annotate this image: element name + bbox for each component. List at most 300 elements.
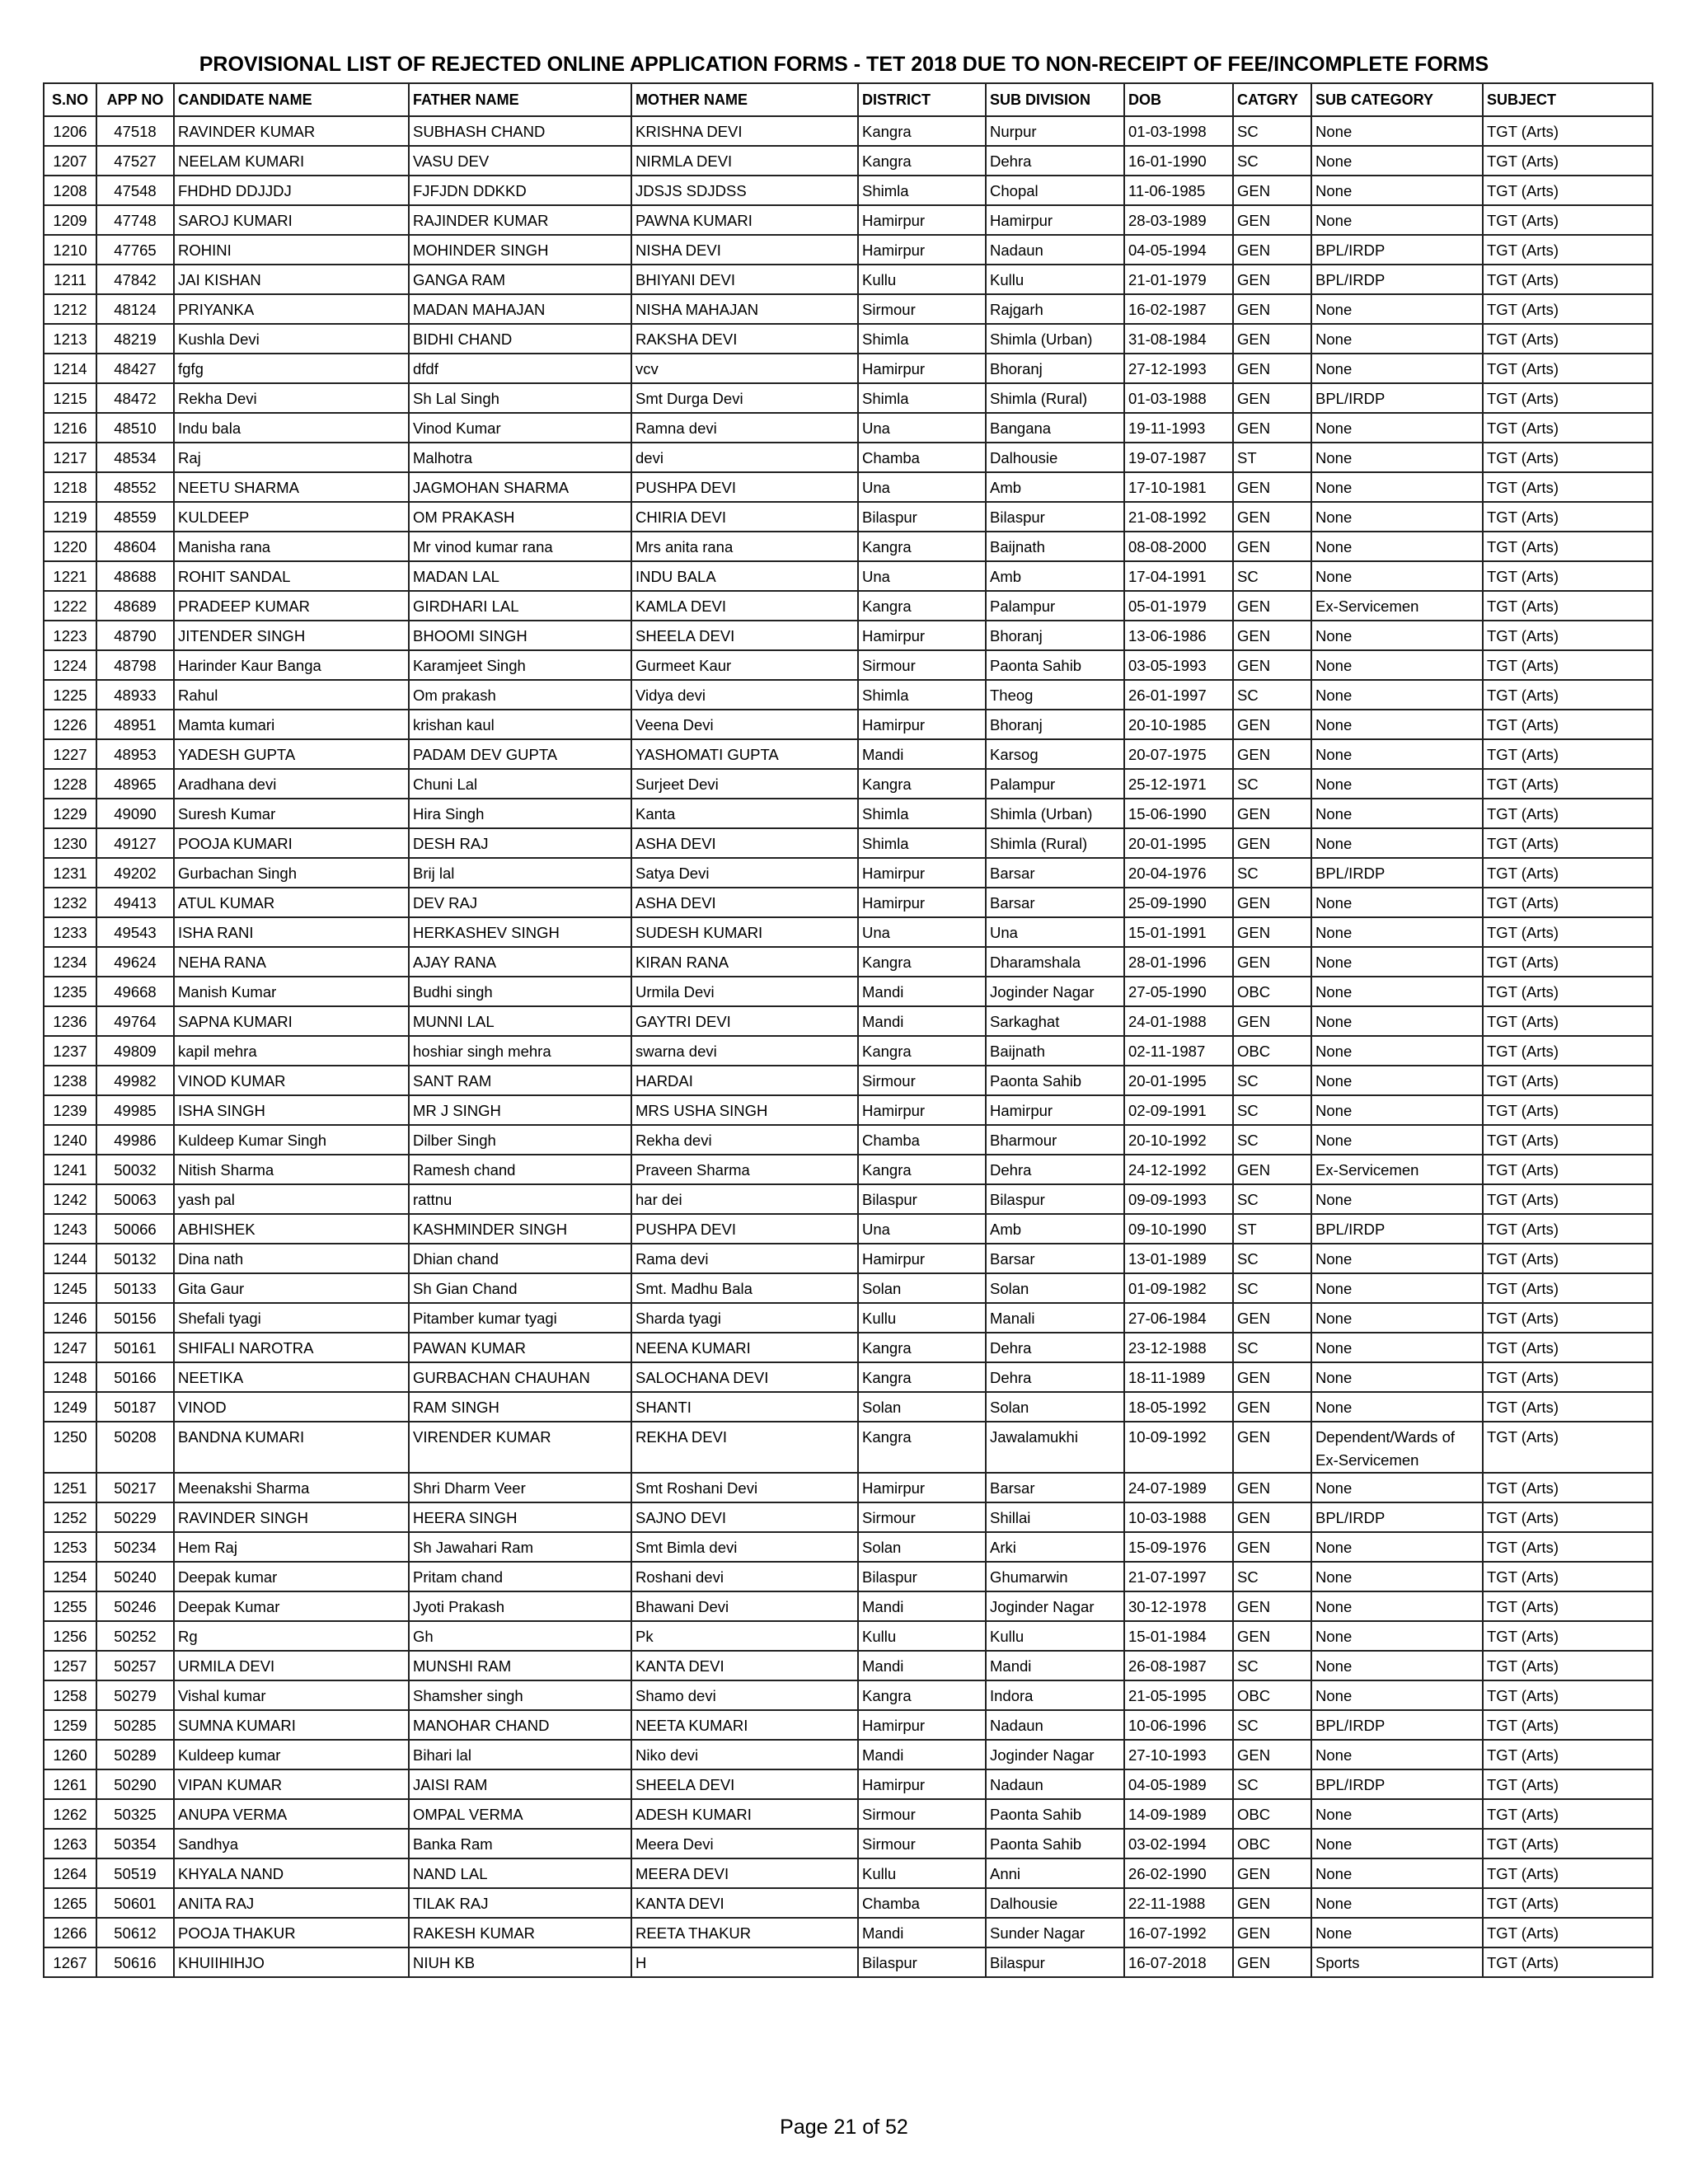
table-cell: 50601 (96, 1888, 174, 1918)
header-row (44, 83, 1653, 116)
table-cell: 1207 (44, 146, 96, 176)
table-cell: GEN (1233, 710, 1311, 739)
table-cell: Vidya devi (631, 680, 858, 710)
table-cell: 14-09-1989 (1124, 1799, 1233, 1829)
table-cell: None (1311, 561, 1483, 591)
table-cell: Budhi singh (409, 977, 631, 1006)
table-cell: SC (1233, 561, 1311, 591)
table-cell: TGT (Arts) (1483, 116, 1653, 146)
table-cell: OBC (1233, 1799, 1311, 1829)
table-cell: JDSJS SDJDSS (631, 176, 858, 205)
table-cell: 50257 (96, 1651, 174, 1680)
table-cell: 49624 (96, 947, 174, 977)
table-cell: MR J SINGH (409, 1095, 631, 1125)
table-cell: None (1311, 1621, 1483, 1651)
table-cell: 1220 (44, 532, 96, 561)
table-cell: Sirmour (858, 1066, 986, 1095)
table-row (44, 1362, 1653, 1392)
table-cell: Amb (986, 1214, 1124, 1244)
table-cell: Bilaspur (858, 502, 986, 532)
table-cell: Bhawani Devi (631, 1591, 858, 1621)
table-cell: GEN (1233, 265, 1311, 294)
table-cell: None (1311, 1392, 1483, 1422)
table-cell: TGT (Arts) (1483, 621, 1653, 650)
table-cell: SHEELA DEVI (631, 621, 858, 650)
table-cell: NAND LAL (409, 1858, 631, 1888)
table-cell: 08-08-2000 (1124, 532, 1233, 561)
table-cell: 48219 (96, 324, 174, 354)
table-cell: Chopal (986, 176, 1124, 205)
table-cell: TGT (Arts) (1483, 710, 1653, 739)
table-cell: RAVINDER KUMAR (174, 116, 409, 146)
table-cell: TGT (Arts) (1483, 680, 1653, 710)
table-cell: Pk (631, 1621, 858, 1651)
table-cell: 48790 (96, 621, 174, 650)
document-title: PROVISIONAL LIST OF REJECTED ONLINE APPLICATION FORMS - TET 2018 DUE TO NON-RECEIPT OF FEE/INCOMPLETE FORMS (199, 53, 1489, 76)
table-cell: 50289 (96, 1740, 174, 1769)
table-cell: MUNSHI RAM (409, 1651, 631, 1680)
table-row (44, 1155, 1653, 1184)
table-cell: 18-05-1992 (1124, 1392, 1233, 1422)
table-cell: PRADEEP KUMAR (174, 591, 409, 621)
table-cell: 1249 (44, 1392, 96, 1422)
table-cell: None (1311, 1362, 1483, 1392)
table-cell: Amb (986, 472, 1124, 502)
table-cell: hoshiar singh mehra (409, 1036, 631, 1066)
table-cell: YADESH GUPTA (174, 739, 409, 769)
table-cell: TGT (Arts) (1483, 1769, 1653, 1799)
table-cell: Bhoranj (986, 621, 1124, 650)
table-cell: Rekha devi (631, 1125, 858, 1155)
table-cell: Kullu (858, 1303, 986, 1333)
table-cell: 48953 (96, 739, 174, 769)
table-cell: SC (1233, 680, 1311, 710)
table-cell: TGT (Arts) (1483, 1799, 1653, 1829)
table-cell: Kullu (858, 265, 986, 294)
table-cell: Vinod Kumar (409, 413, 631, 443)
table-cell: NIUH KB (409, 1947, 631, 1977)
table-cell: 1239 (44, 1095, 96, 1125)
table-cell: Nitish Sharma (174, 1155, 409, 1184)
table-row (44, 1006, 1653, 1036)
table-cell: Mandi (858, 1918, 986, 1947)
table-cell: None (1311, 324, 1483, 354)
table-row (44, 1214, 1653, 1244)
table-row (44, 1680, 1653, 1710)
table-cell: Chuni Lal (409, 769, 631, 799)
table-cell: Smt Durga Devi (631, 383, 858, 413)
table-cell: POOJA KUMARI (174, 828, 409, 858)
table-cell: RAJINDER KUMAR (409, 205, 631, 235)
table-cell: 48689 (96, 591, 174, 621)
table-cell: Ghumarwin (986, 1562, 1124, 1591)
table-cell: Mandi (858, 1740, 986, 1769)
table-cell: 1245 (44, 1273, 96, 1303)
table-cell: NIRMLA DEVI (631, 146, 858, 176)
table-cell: 1262 (44, 1799, 96, 1829)
table-cell: POOJA THAKUR (174, 1918, 409, 1947)
table-cell: Nadaun (986, 1769, 1124, 1799)
table-cell: 05-01-1979 (1124, 591, 1233, 621)
table-cell: BPL/IRDP (1311, 1214, 1483, 1244)
table-cell: Bilaspur (858, 1184, 986, 1214)
table-cell: Satya Devi (631, 858, 858, 888)
table-cell: Ramesh chand (409, 1155, 631, 1184)
table-cell: krishan kaul (409, 710, 631, 739)
table-cell: SC (1233, 769, 1311, 799)
table-cell: 26-01-1997 (1124, 680, 1233, 710)
table-cell: 1218 (44, 472, 96, 502)
table-row (44, 1918, 1653, 1947)
table-cell: Sirmour (858, 650, 986, 680)
table-cell: Kangra (858, 591, 986, 621)
table-cell: None (1311, 413, 1483, 443)
table-cell: GURBACHAN CHAUHAN (409, 1362, 631, 1392)
table-cell: GEN (1233, 1392, 1311, 1422)
table-cell: TGT (Arts) (1483, 1621, 1653, 1651)
table-cell: 48933 (96, 680, 174, 710)
table-cell: 10-09-1992 (1124, 1422, 1233, 1473)
table-cell: 16-02-1987 (1124, 294, 1233, 324)
table-cell: INDU BALA (631, 561, 858, 591)
table-cell: TGT (Arts) (1483, 1710, 1653, 1740)
table-cell: SHEELA DEVI (631, 1769, 858, 1799)
table-cell: Una (858, 561, 986, 591)
table-cell: Hamirpur (858, 1710, 986, 1740)
table-row (44, 858, 1653, 888)
table-cell: Barsar (986, 1473, 1124, 1502)
table-cell: Palampur (986, 591, 1124, 621)
table-cell: Rekha Devi (174, 383, 409, 413)
table-cell: Bilaspur (986, 502, 1124, 532)
table-cell: 20-01-1995 (1124, 1066, 1233, 1095)
table-cell: TGT (Arts) (1483, 1591, 1653, 1621)
table-cell: Hamirpur (858, 710, 986, 739)
table-cell: PUSHPA DEVI (631, 472, 858, 502)
table-row (44, 472, 1653, 502)
table-cell: REKHA DEVI (631, 1422, 858, 1473)
table-cell: Solan (986, 1273, 1124, 1303)
table-cell: OMPAL VERMA (409, 1799, 631, 1829)
table-cell: Dilber Singh (409, 1125, 631, 1155)
table-cell: TGT (Arts) (1483, 1036, 1653, 1066)
table-cell: Nadaun (986, 1710, 1124, 1740)
table-cell: ASHA DEVI (631, 888, 858, 917)
table-cell: None (1311, 1858, 1483, 1888)
table-cell: BPL/IRDP (1311, 1769, 1483, 1799)
table-cell: BPL/IRDP (1311, 383, 1483, 413)
table-cell: Smt Bimla devi (631, 1532, 858, 1562)
table-cell: GEN (1233, 947, 1311, 977)
table-cell: TGT (Arts) (1483, 977, 1653, 1006)
table-cell: None (1311, 1125, 1483, 1155)
table-cell: 49982 (96, 1066, 174, 1095)
table-cell: 50063 (96, 1184, 174, 1214)
table-cell: NEELAM KUMARI (174, 146, 409, 176)
table-cell: None (1311, 888, 1483, 917)
table-row (44, 383, 1653, 413)
table-row (44, 591, 1653, 621)
table-cell: 01-03-1998 (1124, 116, 1233, 146)
table-cell: TGT (Arts) (1483, 1184, 1653, 1214)
table-cell: TGT (Arts) (1483, 561, 1653, 591)
table-cell: None (1311, 146, 1483, 176)
table-cell: GEN (1233, 621, 1311, 650)
table-cell: 49543 (96, 917, 174, 947)
table-cell: Om prakash (409, 680, 631, 710)
table-cell: TGT (Arts) (1483, 858, 1653, 888)
table-cell: 24-12-1992 (1124, 1155, 1233, 1184)
table-row (44, 1502, 1653, 1532)
table-cell: har dei (631, 1184, 858, 1214)
table-cell: 20-01-1995 (1124, 828, 1233, 858)
table-cell: Kangra (858, 146, 986, 176)
table-cell: 1252 (44, 1502, 96, 1532)
table-cell: Shimla (Urban) (986, 324, 1124, 354)
table-cell: None (1311, 1066, 1483, 1095)
table-cell: 1266 (44, 1918, 96, 1947)
table-row (44, 650, 1653, 680)
table-row (44, 1473, 1653, 1502)
table-cell: Bangana (986, 413, 1124, 443)
table-cell: SAJNO DEVI (631, 1502, 858, 1532)
table-cell: TGT (Arts) (1483, 176, 1653, 205)
table-cell: SC (1233, 1710, 1311, 1740)
table-cell: 1221 (44, 561, 96, 591)
table-cell: Indora (986, 1680, 1124, 1710)
table-cell: 1225 (44, 680, 96, 710)
table-cell: OBC (1233, 1829, 1311, 1858)
table-cell: TGT (Arts) (1483, 1244, 1653, 1273)
table-row (44, 1532, 1653, 1562)
table-cell: 50234 (96, 1532, 174, 1562)
table-cell: GEN (1233, 888, 1311, 917)
table-cell: 50290 (96, 1769, 174, 1799)
table-cell: 01-09-1982 (1124, 1273, 1233, 1303)
table-cell: None (1311, 621, 1483, 650)
table-cell: Roshani devi (631, 1562, 858, 1591)
table-cell: 50279 (96, 1680, 174, 1710)
table-cell: 19-07-1987 (1124, 443, 1233, 472)
table-cell: None (1311, 502, 1483, 532)
table-cell: BPL/IRDP (1311, 1710, 1483, 1740)
table-cell: Mrs anita rana (631, 532, 858, 561)
table-cell: Shefali tyagi (174, 1303, 409, 1333)
table-cell: SANT RAM (409, 1066, 631, 1095)
table-cell: 48604 (96, 532, 174, 561)
table-cell: ISHA SINGH (174, 1095, 409, 1125)
table-cell: 20-10-1992 (1124, 1125, 1233, 1155)
table-cell: Ramna devi (631, 413, 858, 443)
table-cell: TGT (Arts) (1483, 917, 1653, 947)
table-row (44, 1422, 1653, 1473)
table-cell: 20-07-1975 (1124, 739, 1233, 769)
table-cell: ABHISHEK (174, 1214, 409, 1244)
table-cell: None (1311, 443, 1483, 472)
table-cell: Mr vinod kumar rana (409, 532, 631, 561)
table-cell: Bilaspur (986, 1184, 1124, 1214)
table-cell: Kuldeep Kumar Singh (174, 1125, 409, 1155)
table-cell: TGT (Arts) (1483, 502, 1653, 532)
table-cell: TGT (Arts) (1483, 324, 1653, 354)
table-cell: 13-01-1989 (1124, 1244, 1233, 1273)
table-cell: Hamirpur (858, 1244, 986, 1273)
table-cell: 10-03-1988 (1124, 1502, 1233, 1532)
table-cell: Kangra (858, 532, 986, 561)
table-cell: ASHA DEVI (631, 828, 858, 858)
table-cell: 21-05-1995 (1124, 1680, 1233, 1710)
table-cell: Anni (986, 1858, 1124, 1888)
column-header: FATHER NAME (409, 83, 631, 116)
table-cell: GEN (1233, 828, 1311, 858)
table-cell: Kangra (858, 1422, 986, 1473)
table-cell: TGT (Arts) (1483, 1273, 1653, 1303)
table-cell: 50161 (96, 1333, 174, 1362)
table-cell: GAYTRI DEVI (631, 1006, 858, 1036)
table-cell: Deepak Kumar (174, 1591, 409, 1621)
table-cell: TGT (Arts) (1483, 799, 1653, 828)
table-cell: NEETU SHARMA (174, 472, 409, 502)
table-cell: Shimla (858, 176, 986, 205)
table-cell: OBC (1233, 977, 1311, 1006)
table-row (44, 1392, 1653, 1422)
table-cell: 1229 (44, 799, 96, 828)
table-row (44, 739, 1653, 769)
table-cell: GEN (1233, 1006, 1311, 1036)
page-number: Page 21 of 52 (780, 2116, 908, 2139)
table-cell: 1235 (44, 977, 96, 1006)
table-cell: Vishal kumar (174, 1680, 409, 1710)
table-cell: TGT (Arts) (1483, 1918, 1653, 1947)
table-cell: 03-05-1993 (1124, 650, 1233, 680)
table-row (44, 710, 1653, 739)
table-cell: 1259 (44, 1710, 96, 1740)
table-cell: 50066 (96, 1214, 174, 1244)
table-row (44, 769, 1653, 799)
table-cell: GEN (1233, 1473, 1311, 1502)
table-cell: Hamirpur (858, 621, 986, 650)
table-cell: 30-12-1978 (1124, 1591, 1233, 1621)
table-cell: SC (1233, 1244, 1311, 1273)
table-cell: TGT (Arts) (1483, 294, 1653, 324)
table-cell: Una (986, 917, 1124, 947)
table-cell: 1223 (44, 621, 96, 650)
table-cell: 1227 (44, 739, 96, 769)
table-cell: 48124 (96, 294, 174, 324)
table-cell: None (1311, 1532, 1483, 1562)
table-cell: Shamo devi (631, 1680, 858, 1710)
table-row (44, 1829, 1653, 1858)
table-cell: TGT (Arts) (1483, 1006, 1653, 1036)
table-cell: Hamirpur (858, 858, 986, 888)
table-cell: 47765 (96, 235, 174, 265)
table-cell: GEN (1233, 472, 1311, 502)
table-cell: Hamirpur (858, 1769, 986, 1799)
table-cell: Hira Singh (409, 799, 631, 828)
table-cell: SC (1233, 146, 1311, 176)
table-cell: Shimla (858, 680, 986, 710)
table-cell: vcv (631, 354, 858, 383)
table-cell: VIPAN KUMAR (174, 1769, 409, 1799)
table-cell: RAM SINGH (409, 1392, 631, 1422)
table-cell: Mandi (858, 977, 986, 1006)
table-cell: KHUIIHIHJO (174, 1947, 409, 1977)
table-cell: TGT (Arts) (1483, 1680, 1653, 1710)
table-cell: NEETIKA (174, 1362, 409, 1392)
table-row (44, 1244, 1653, 1273)
table-cell: 1261 (44, 1769, 96, 1799)
table-cell: None (1311, 947, 1483, 977)
table-cell: 1231 (44, 858, 96, 888)
table-cell: PAWNA KUMARI (631, 205, 858, 235)
table-cell: Rajgarh (986, 294, 1124, 324)
table-cell: 21-01-1979 (1124, 265, 1233, 294)
table-cell: Paonta Sahib (986, 1829, 1124, 1858)
table-cell: 48688 (96, 561, 174, 591)
table-cell: VASU DEV (409, 146, 631, 176)
table-cell: SC (1233, 1562, 1311, 1591)
table-cell: 1237 (44, 1036, 96, 1066)
column-header: DOB (1124, 83, 1233, 116)
table-cell: 1222 (44, 591, 96, 621)
table-cell: Dependent/Wards of Ex-Servicemen (1311, 1422, 1483, 1473)
table-cell: Shimla (Rural) (986, 828, 1124, 858)
table-cell: 27-06-1984 (1124, 1303, 1233, 1333)
table-cell: 48472 (96, 383, 174, 413)
table-cell: Dina nath (174, 1244, 409, 1273)
table-cell: 1241 (44, 1155, 96, 1184)
table-cell: Mandi (858, 1591, 986, 1621)
table-row (44, 205, 1653, 235)
table-cell: None (1311, 116, 1483, 146)
table-cell: 47548 (96, 176, 174, 205)
table-cell: 47842 (96, 265, 174, 294)
table-cell: 49809 (96, 1036, 174, 1066)
table-cell: SC (1233, 116, 1311, 146)
table-cell: 50616 (96, 1947, 174, 1977)
table-cell: Sarkaghat (986, 1006, 1124, 1036)
table-cell: None (1311, 1184, 1483, 1214)
table-cell: Banka Ram (409, 1829, 631, 1858)
table-cell: GEN (1233, 502, 1311, 532)
table-cell: 09-10-1990 (1124, 1214, 1233, 1244)
table-cell: 27-10-1993 (1124, 1740, 1233, 1769)
table-cell: 15-09-1976 (1124, 1532, 1233, 1562)
table-cell: NEENA KUMARI (631, 1333, 858, 1362)
table-cell: 50519 (96, 1858, 174, 1888)
table-cell: Solan (858, 1532, 986, 1562)
table-cell: Hem Raj (174, 1532, 409, 1562)
table-cell: TGT (Arts) (1483, 1125, 1653, 1155)
table-cell: Chamba (858, 1888, 986, 1918)
table-row (44, 799, 1653, 828)
table-cell: Hamirpur (858, 1473, 986, 1502)
table-cell: Pitamber kumar tyagi (409, 1303, 631, 1333)
table-cell: Harinder Kaur Banga (174, 650, 409, 680)
table-cell: 48559 (96, 502, 174, 532)
table-cell: Bilaspur (986, 1947, 1124, 1977)
table-cell: 25-12-1971 (1124, 769, 1233, 799)
table-row (44, 146, 1653, 176)
table-cell: 1232 (44, 888, 96, 917)
table-cell: Paonta Sahib (986, 650, 1124, 680)
table-cell: None (1311, 1651, 1483, 1680)
table-cell: Aradhana devi (174, 769, 409, 799)
table-cell: 47748 (96, 205, 174, 235)
table-cell: GEN (1233, 1740, 1311, 1769)
table-cell: Sandhya (174, 1829, 409, 1858)
table-cell: Una (858, 413, 986, 443)
